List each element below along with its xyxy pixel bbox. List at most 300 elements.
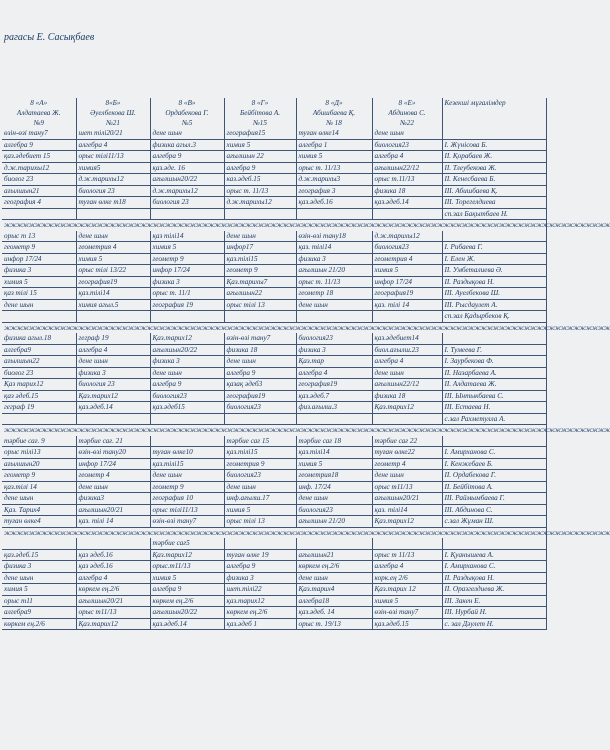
lesson-cell: көркем ең.2/6 [76, 584, 150, 596]
duty-teacher-cell: І. Амирханова С. [442, 447, 546, 459]
lesson-cell: химия 5 [150, 242, 224, 254]
lesson-cell: қаз. тілі 14 [76, 516, 150, 528]
separator-row [2, 220, 546, 231]
lesson-cell: инф.ағылш.17 [224, 493, 296, 505]
lesson-cell: география19 [224, 390, 296, 402]
lesson-cell: қаз.әдебиет 15 [2, 151, 76, 163]
duty-teacher-cell: ІІ. Алдатаева Ж. [442, 379, 546, 391]
duty-teacher-cell: ІІ. Оразгелдиева Ж. [442, 584, 546, 596]
lesson-cell: дене шын [150, 128, 224, 139]
lesson-cell: д.ж.тарихы12 [224, 197, 296, 209]
column-class-cell: 8 «В» [150, 98, 224, 108]
lesson-cell: химия 5 [224, 504, 296, 516]
lesson-cell: қаз әдеб.15 [2, 390, 76, 402]
separator-line: жжжжжжжжжжжжжжжжжжжжжжжжжжжжжжжжжжжжжжжжжжжжжжжжжжжжжжжжжжжжжжжжжжжжжжжжжжжжжжжжжжжжжжжжжжжжжжжжжж [4, 221, 610, 229]
lesson-cell: физика 3 [2, 265, 76, 277]
lesson-cell: Қаз.тарих12 [372, 402, 442, 414]
lesson-cell [224, 311, 296, 323]
lesson-cell: алгебра 9 [150, 584, 224, 596]
lesson-cell: физика3 [76, 493, 150, 505]
lesson-cell: геграф 19 [2, 402, 76, 414]
duty-teacher-cell [442, 436, 546, 447]
lesson-cell: дене шын [224, 231, 296, 242]
lesson-cell [296, 538, 372, 549]
lesson-cell: қаз.тілі15 [224, 253, 296, 265]
duty-teacher-cell [442, 128, 546, 139]
lesson-cell: қаз. тілі14 [296, 242, 372, 254]
lesson-cell: өзін-өзі тану7 [2, 128, 76, 139]
schedule-row [2, 516, 546, 528]
column-room-cell: №22 [372, 118, 442, 128]
lesson-cell: физика 18 [372, 185, 442, 197]
duty-teacher-cell: ІІІ. Рысдаулет А. [442, 299, 546, 311]
duty-teacher-cell: ІІ. Назарбаева А. [442, 367, 546, 379]
lesson-cell: геометр 9 [2, 470, 76, 482]
lesson-cell [372, 208, 442, 220]
column-room-cell: №5 [150, 118, 224, 128]
lesson-cell: география15 [224, 128, 296, 139]
lesson-cell [150, 208, 224, 220]
schedule-row [2, 174, 546, 186]
duty-teacher-cell: сп.зал Бақытбаев Н. [442, 208, 546, 220]
lesson-cell: қаз.әдеб. 14 [296, 607, 372, 619]
column-teacher-cell: Ордабекова Г. [150, 108, 224, 118]
lesson-cell: туған өлке 19 [224, 549, 296, 561]
lesson-cell: инфор 17/24 [2, 253, 76, 265]
lesson-cell: география 3 [296, 185, 372, 197]
lesson-cell: химия 5 [296, 151, 372, 163]
lesson-cell: ағылшын20/22 [150, 344, 224, 356]
lesson-cell: көркем ең.2/6 [224, 607, 296, 619]
lesson-cell: дене шын [2, 572, 76, 584]
schedule-row [2, 618, 546, 630]
duty-teacher-cell: ІІ. Тлеубекова Ж. [442, 162, 546, 174]
separator-row [2, 425, 546, 436]
duty-teacher-cell: с.зал Жұман Ш. [442, 516, 546, 528]
duty-teacher-cell: сп.зал Қадырбеков Қ. [442, 311, 546, 323]
lesson-cell: Қаз.тарих12 [76, 618, 150, 630]
lesson-cell: шет.тілі22 [224, 584, 296, 596]
schedule-row [2, 151, 546, 163]
column-class-cell: 8 «Е» [372, 98, 442, 108]
lesson-cell: қаз.әдебиет14 [372, 333, 442, 344]
lesson-cell [296, 311, 372, 323]
lesson-cell: орыс т. 11/13 [296, 276, 372, 288]
lesson-cell: ағылшын21 [296, 549, 372, 561]
lesson-cell: химия 5 [296, 458, 372, 470]
schedule-row [2, 253, 546, 265]
lesson-cell: биология23 [296, 333, 372, 344]
lesson-cell: қаз.әде. 16 [150, 162, 224, 174]
lesson-cell: қаз тілі 15 [2, 288, 76, 300]
lesson-cell: география 19 [150, 299, 224, 311]
column-class-cell: 8«Б» [76, 98, 150, 108]
lesson-cell [76, 538, 150, 549]
lesson-cell: ағылшын20/21 [372, 493, 442, 505]
lesson-cell: орыс т. 11/13 [296, 162, 372, 174]
duty-teacher-cell: ІІІ. Абдинова С. [442, 504, 546, 516]
lesson-cell: тәрбие сағ. 21 [76, 436, 150, 447]
lesson-cell: физика 18 [372, 390, 442, 402]
lesson-cell: орыс т 13 [2, 231, 76, 242]
lesson-cell: биол.ағылш.23 [372, 344, 442, 356]
lesson-cell [372, 311, 442, 323]
schedule-row [2, 197, 546, 209]
lesson-cell: биология23 [224, 402, 296, 414]
schedule-row [2, 379, 546, 391]
lesson-cell [224, 208, 296, 220]
lesson-cell: тәрбие сағ 22 [372, 436, 442, 447]
lesson-cell: орыс т.11/13 [372, 174, 442, 186]
lesson-cell: физика 3 [2, 561, 76, 573]
column-room-cell: №15 [224, 118, 296, 128]
lesson-cell: қаз әдеб.16 [76, 549, 150, 561]
lesson-cell: физика 3 [150, 356, 224, 368]
lesson-cell: орыс т11 [2, 595, 76, 607]
lesson-cell: қазақ әдеб3 [224, 379, 296, 391]
separator-line: жжжжжжжжжжжжжжжжжжжжжжжжжжжжжжжжжжжжжжжжжжжжжжжжжжжжжжжжжжжжжжжжжжжжжжжжжжжжжжжжжжжжжжжжжжжжжжжжжж [4, 323, 610, 332]
lesson-cell: д.ж.тарихы12 [2, 162, 76, 174]
duty-teacher-cell [442, 538, 546, 549]
schedule-row [2, 572, 546, 584]
duty-teacher-cell: ІІІ. Ауелбекова Ш. [442, 288, 546, 300]
page-header-title: рагасы Е. Сасықбаев [4, 32, 95, 43]
schedule-row [2, 607, 546, 619]
lesson-cell: алгебра 4 [76, 139, 150, 151]
lesson-cell: өзін-өзі тану7 [150, 516, 224, 528]
column-teacher-cell [442, 108, 546, 118]
lesson-cell: химия агыл.5 [76, 299, 150, 311]
schedule-row [2, 481, 546, 493]
lesson-cell: биология23 [372, 139, 442, 151]
lesson-cell: ағылшын22/12 [372, 162, 442, 174]
lesson-cell: ағылшын20 [2, 458, 76, 470]
duty-teacher-cell: ІІ. Қорабаев Ж. [442, 151, 546, 163]
lesson-cell: дене шын [2, 493, 76, 505]
lesson-cell: геометр 9 [224, 265, 296, 277]
schedule-row [2, 595, 546, 607]
lesson-cell: д.ж.тарихы12 [372, 231, 442, 242]
lesson-cell [224, 538, 296, 549]
duty-teacher-cell [442, 231, 546, 242]
schedule-row [2, 436, 546, 447]
schedule-row [2, 299, 546, 311]
lesson-cell: ағылшын22 [2, 356, 76, 368]
lesson-cell [76, 413, 150, 425]
lesson-cell: геграф 19 [76, 333, 150, 344]
lesson-cell: қаз.тілі15 [150, 458, 224, 470]
lesson-cell: қаз тілі14 [150, 231, 224, 242]
lesson-cell [2, 413, 76, 425]
column-room-cell: № 18 [296, 118, 372, 128]
schedule-row [2, 367, 546, 379]
lesson-cell: физика 3 [296, 253, 372, 265]
separator-row [2, 322, 546, 333]
lesson-cell: химия 5 [372, 265, 442, 277]
schedule-row [2, 584, 546, 596]
lesson-cell: биология23 [150, 390, 224, 402]
lesson-cell: алгебра 9 [2, 139, 76, 151]
lesson-cell: дене шын [76, 231, 150, 242]
lesson-cell: биология23 [372, 242, 442, 254]
lesson-cell: химия 5 [76, 253, 150, 265]
lesson-cell: ағылшын22/12 [372, 379, 442, 391]
lesson-cell: туған өлке10 [150, 447, 224, 459]
lesson-cell: геометр 4 [76, 470, 150, 482]
duty-teacher-cell: ІІІ. Закен Е. [442, 595, 546, 607]
lesson-cell: қаз.тарих12 [224, 595, 296, 607]
duty-teacher-cell: І. Кенжебаев Б. [442, 458, 546, 470]
lesson-cell: физика 3 [224, 572, 296, 584]
lesson-cell: Қаз.тарих 12 [372, 584, 442, 596]
duty-teacher-cell: ІІІ. Торегелдиева [442, 197, 546, 209]
lesson-cell: ағылшын20/22 [150, 607, 224, 619]
lesson-cell: орыс тілі11/13 [150, 504, 224, 516]
schedule-row [2, 139, 546, 151]
duty-teacher-cell: ІІІ. Естаева Н. [442, 402, 546, 414]
lesson-cell: алгебра 1 [296, 139, 372, 151]
duty-teacher-cell: І. Жүнісова Б. [442, 139, 546, 151]
duty-teacher-cell: І. Амирханова С. [442, 561, 546, 573]
lesson-cell: дене шын [372, 367, 442, 379]
lesson-cell: химия 5 [2, 584, 76, 596]
lesson-cell: физика 3 [150, 276, 224, 288]
lesson-cell: орыс тілі 13/22 [76, 265, 150, 277]
column-class-cell: 8 «А» [2, 98, 76, 108]
lesson-cell: туған өлке4 [2, 516, 76, 528]
lesson-cell: геометрия 4 [372, 253, 442, 265]
lesson-cell: химия5 [76, 162, 150, 174]
lesson-cell: тәрбие сағ5 [150, 538, 224, 549]
column-room-cell: №9 [2, 118, 76, 128]
lesson-cell: орыс тілі13 [2, 447, 76, 459]
lesson-cell: тәрбие сағ 15 [224, 436, 296, 447]
schedule-row [2, 288, 546, 300]
schedule-row [2, 208, 546, 220]
lesson-cell: өзін-өзі тану18 [296, 231, 372, 242]
lesson-cell [76, 208, 150, 220]
lesson-cell: туған өлке22 [372, 447, 442, 459]
lesson-cell: алгебра 4 [372, 151, 442, 163]
schedule-row [2, 356, 546, 368]
lesson-cell: алгебра 4 [372, 561, 442, 573]
column-class-cell: Кезекші мұғалімдер [442, 98, 546, 108]
lesson-cell: орыс т 11/13 [372, 549, 442, 561]
duty-teacher-cell: ІІІ. Раймымбаева Г. [442, 493, 546, 505]
lesson-cell: ағылшын21 [2, 185, 76, 197]
duty-teacher-cell: ІІІ. Ынтыкбаева С. [442, 390, 546, 402]
lesson-cell: алгебра 4 [76, 572, 150, 584]
lesson-cell: тәрбие сағ. 9 [2, 436, 76, 447]
lesson-cell: геометрия 4 [76, 242, 150, 254]
lesson-cell: орыс т. 19/13 [296, 618, 372, 630]
column-class-cell: 8 «Г» [224, 98, 296, 108]
lesson-cell: геометр 18 [296, 288, 372, 300]
lesson-cell: физика агыл.3 [150, 139, 224, 151]
lesson-cell [372, 413, 442, 425]
lesson-cell: география19 [296, 379, 372, 391]
duty-teacher-cell: І. Заурбекова Ф. [442, 356, 546, 368]
schedule-row [2, 470, 546, 482]
lesson-cell: Қаз.тарихы7 [224, 276, 296, 288]
lesson-cell: биология 23 [76, 185, 150, 197]
lesson-cell: алгебра 9 [224, 561, 296, 573]
lesson-cell: дене шын [372, 470, 442, 482]
lesson-cell: биолог 23 [2, 174, 76, 186]
lesson-cell: физика 3 [76, 367, 150, 379]
lesson-cell: орыс т11/13 [372, 481, 442, 493]
duty-teacher-cell: ІІІ. Нурбай Н. [442, 607, 546, 619]
lesson-cell: дене шын [296, 493, 372, 505]
column-teacher-cell: Бейбітова А. [224, 108, 296, 118]
lesson-cell [372, 538, 442, 549]
lesson-cell: дене шын [2, 299, 76, 311]
schedule-row [2, 185, 546, 197]
lesson-cell: Қаз тарих12 [2, 379, 76, 391]
lesson-cell: корк.ең 2/6 [372, 572, 442, 584]
duty-teacher-cell: ІІІ. Абишбаева Қ. [442, 185, 546, 197]
separator-line: жжжжжжжжжжжжжжжжжжжжжжжжжжжжжжжжжжжжжжжжжжжжжжжжжжжжжжжжжжжжжжжжжжжжжжжжжжжжжжжжжжжжжжжжжжжжжжжжжж [4, 528, 610, 537]
lesson-cell: дене шын [296, 572, 372, 584]
schedule-row [2, 493, 546, 505]
lesson-cell: ағылшын 21/20 [296, 265, 372, 277]
lesson-cell: алгебра 9 [224, 162, 296, 174]
lesson-cell: көркем ең.2/6 [296, 561, 372, 573]
lesson-cell: география 10 [150, 493, 224, 505]
duty-teacher-cell: ІІ. Ордабекова Г. [442, 470, 546, 482]
schedule-row [2, 447, 546, 459]
duty-teacher-cell: с. зал Дәулет Н. [442, 618, 546, 630]
lesson-cell [296, 208, 372, 220]
lesson-cell: география 4 [2, 197, 76, 209]
lesson-cell: биолог 23 [2, 367, 76, 379]
lesson-cell [150, 413, 224, 425]
duty-teacher-cell: ІІ. Раздықова Н. [442, 572, 546, 584]
separator-row [2, 527, 546, 538]
lesson-cell [2, 311, 76, 323]
lesson-cell: дене шын [372, 128, 442, 139]
lesson-cell: дене шын [150, 367, 224, 379]
schedule-row [2, 162, 546, 174]
lesson-cell: қаз.әдеб 1 [224, 618, 296, 630]
lesson-cell: көркем ең.2/6 [2, 618, 76, 630]
lesson-cell: Қаз. Тарих4 [2, 504, 76, 516]
schedule-row [2, 413, 546, 425]
schedule-row [2, 276, 546, 288]
header-row-room [2, 118, 546, 128]
separator-line: жжжжжжжжжжжжжжжжжжжжжжжжжжжжжжжжжжжжжжжжжжжжжжжжжжжжжжжжжжжжжжжжжжжжжжжжжжжжжжжжжжжжжжжжжжжжжжжжжж [4, 426, 610, 434]
lesson-cell: алгебра 9 [224, 367, 296, 379]
lesson-cell: көркем ең.2/6 [150, 595, 224, 607]
column-room-cell: №21 [76, 118, 150, 128]
lesson-cell: алгебра 4 [76, 344, 150, 356]
lesson-cell: геометрия 9 [224, 458, 296, 470]
lesson-cell: өзін-өзі тану7 [372, 607, 442, 619]
lesson-cell [150, 436, 224, 447]
lesson-cell: геометр 9 [2, 242, 76, 254]
lesson-cell: Қаз.тарих12 [76, 390, 150, 402]
schedule-row [2, 265, 546, 277]
duty-teacher-cell: І. Тумеева Г. [442, 344, 546, 356]
column-room-cell [442, 118, 546, 128]
lesson-cell [296, 413, 372, 425]
lesson-cell: химия 5 [150, 572, 224, 584]
column-teacher-cell: Абишбаева Қ. [296, 108, 372, 118]
lesson-cell: қаз.тілі14 [76, 288, 150, 300]
lesson-cell: қаз.әдеб15 [150, 402, 224, 414]
lesson-cell: ағылшын22 [224, 288, 296, 300]
lesson-cell: қаз.тілі 14 [2, 481, 76, 493]
lesson-cell: Қаз.тарих12 [150, 549, 224, 561]
lesson-cell: қаз.әдеб.7 [296, 390, 372, 402]
schedule-table [2, 98, 610, 630]
lesson-cell [2, 538, 76, 549]
lesson-cell: д.ж.тарихы3 [296, 174, 372, 186]
schedule-row [2, 458, 546, 470]
lesson-cell: дене шын [150, 470, 224, 482]
lesson-cell: физика 3 [296, 344, 372, 356]
lesson-cell: инфор 17/24 [372, 276, 442, 288]
duty-teacher-cell: І. Рибаева Г. [442, 242, 546, 254]
lesson-cell: химия 5 [372, 595, 442, 607]
lesson-cell: тәрбие сағ 18 [296, 436, 372, 447]
schedule-row [2, 561, 546, 573]
lesson-cell: химия 5 [224, 139, 296, 151]
lesson-cell: физ.ағылш.3 [296, 402, 372, 414]
lesson-cell: дене шын [76, 356, 150, 368]
schedule-row [2, 128, 546, 139]
lesson-cell: дене шын [76, 481, 150, 493]
lesson-cell: қаз. тілі 14 [372, 299, 442, 311]
duty-teacher-cell: ІІ. Бейбітова А. [442, 481, 546, 493]
lesson-cell: инфор 17/24 [150, 265, 224, 277]
lesson-cell: биология 23 [76, 379, 150, 391]
lesson-cell: орыс тілі 13 [224, 516, 296, 528]
duty-teacher-cell: І. Қуанышева А. [442, 549, 546, 561]
lesson-cell: алгебра18 [296, 595, 372, 607]
schedule-row [2, 549, 546, 561]
lesson-cell [76, 311, 150, 323]
lesson-cell: Қаз.тарих12 [150, 333, 224, 344]
lesson-cell: орыс тілі11/13 [76, 151, 150, 163]
lesson-cell: дене шын [224, 356, 296, 368]
lesson-cell: Қаз.тарих4 [296, 584, 372, 596]
lesson-cell: шет тілі20/21 [76, 128, 150, 139]
column-teacher-cell: Алдатаева Ж. [2, 108, 76, 118]
lesson-cell: инфор 17/24 [76, 458, 150, 470]
lesson-cell: қаз.әдеб.15 [372, 618, 442, 630]
lesson-cell: география19 [76, 276, 150, 288]
lesson-cell: география19 [372, 288, 442, 300]
lesson-cell: ағылшын 22 [224, 151, 296, 163]
lesson-cell: қаз.тілі14 [296, 447, 372, 459]
lesson-cell [2, 208, 76, 220]
schedule-row [2, 504, 546, 516]
lesson-cell: қаз.әдеб.14 [76, 402, 150, 414]
column-teacher-cell: Абдинова С. [372, 108, 442, 118]
lesson-cell: инфор17 [224, 242, 296, 254]
lesson-cell: ағылшын20/22 [150, 174, 224, 186]
duty-teacher-cell: ІІ. Умбеталиева Ә. [442, 265, 546, 277]
lesson-cell: каз.әдеб.15 [224, 174, 296, 186]
lesson-cell: инф. 17/24 [296, 481, 372, 493]
schedule-row [2, 242, 546, 254]
lesson-cell [224, 413, 296, 425]
schedule-row [2, 344, 546, 356]
lesson-cell: қаз әдеб.16 [76, 561, 150, 573]
duty-teacher-cell: с.зал Рахметулла А. [442, 413, 546, 425]
lesson-cell: қаз.әдеб.14 [372, 197, 442, 209]
